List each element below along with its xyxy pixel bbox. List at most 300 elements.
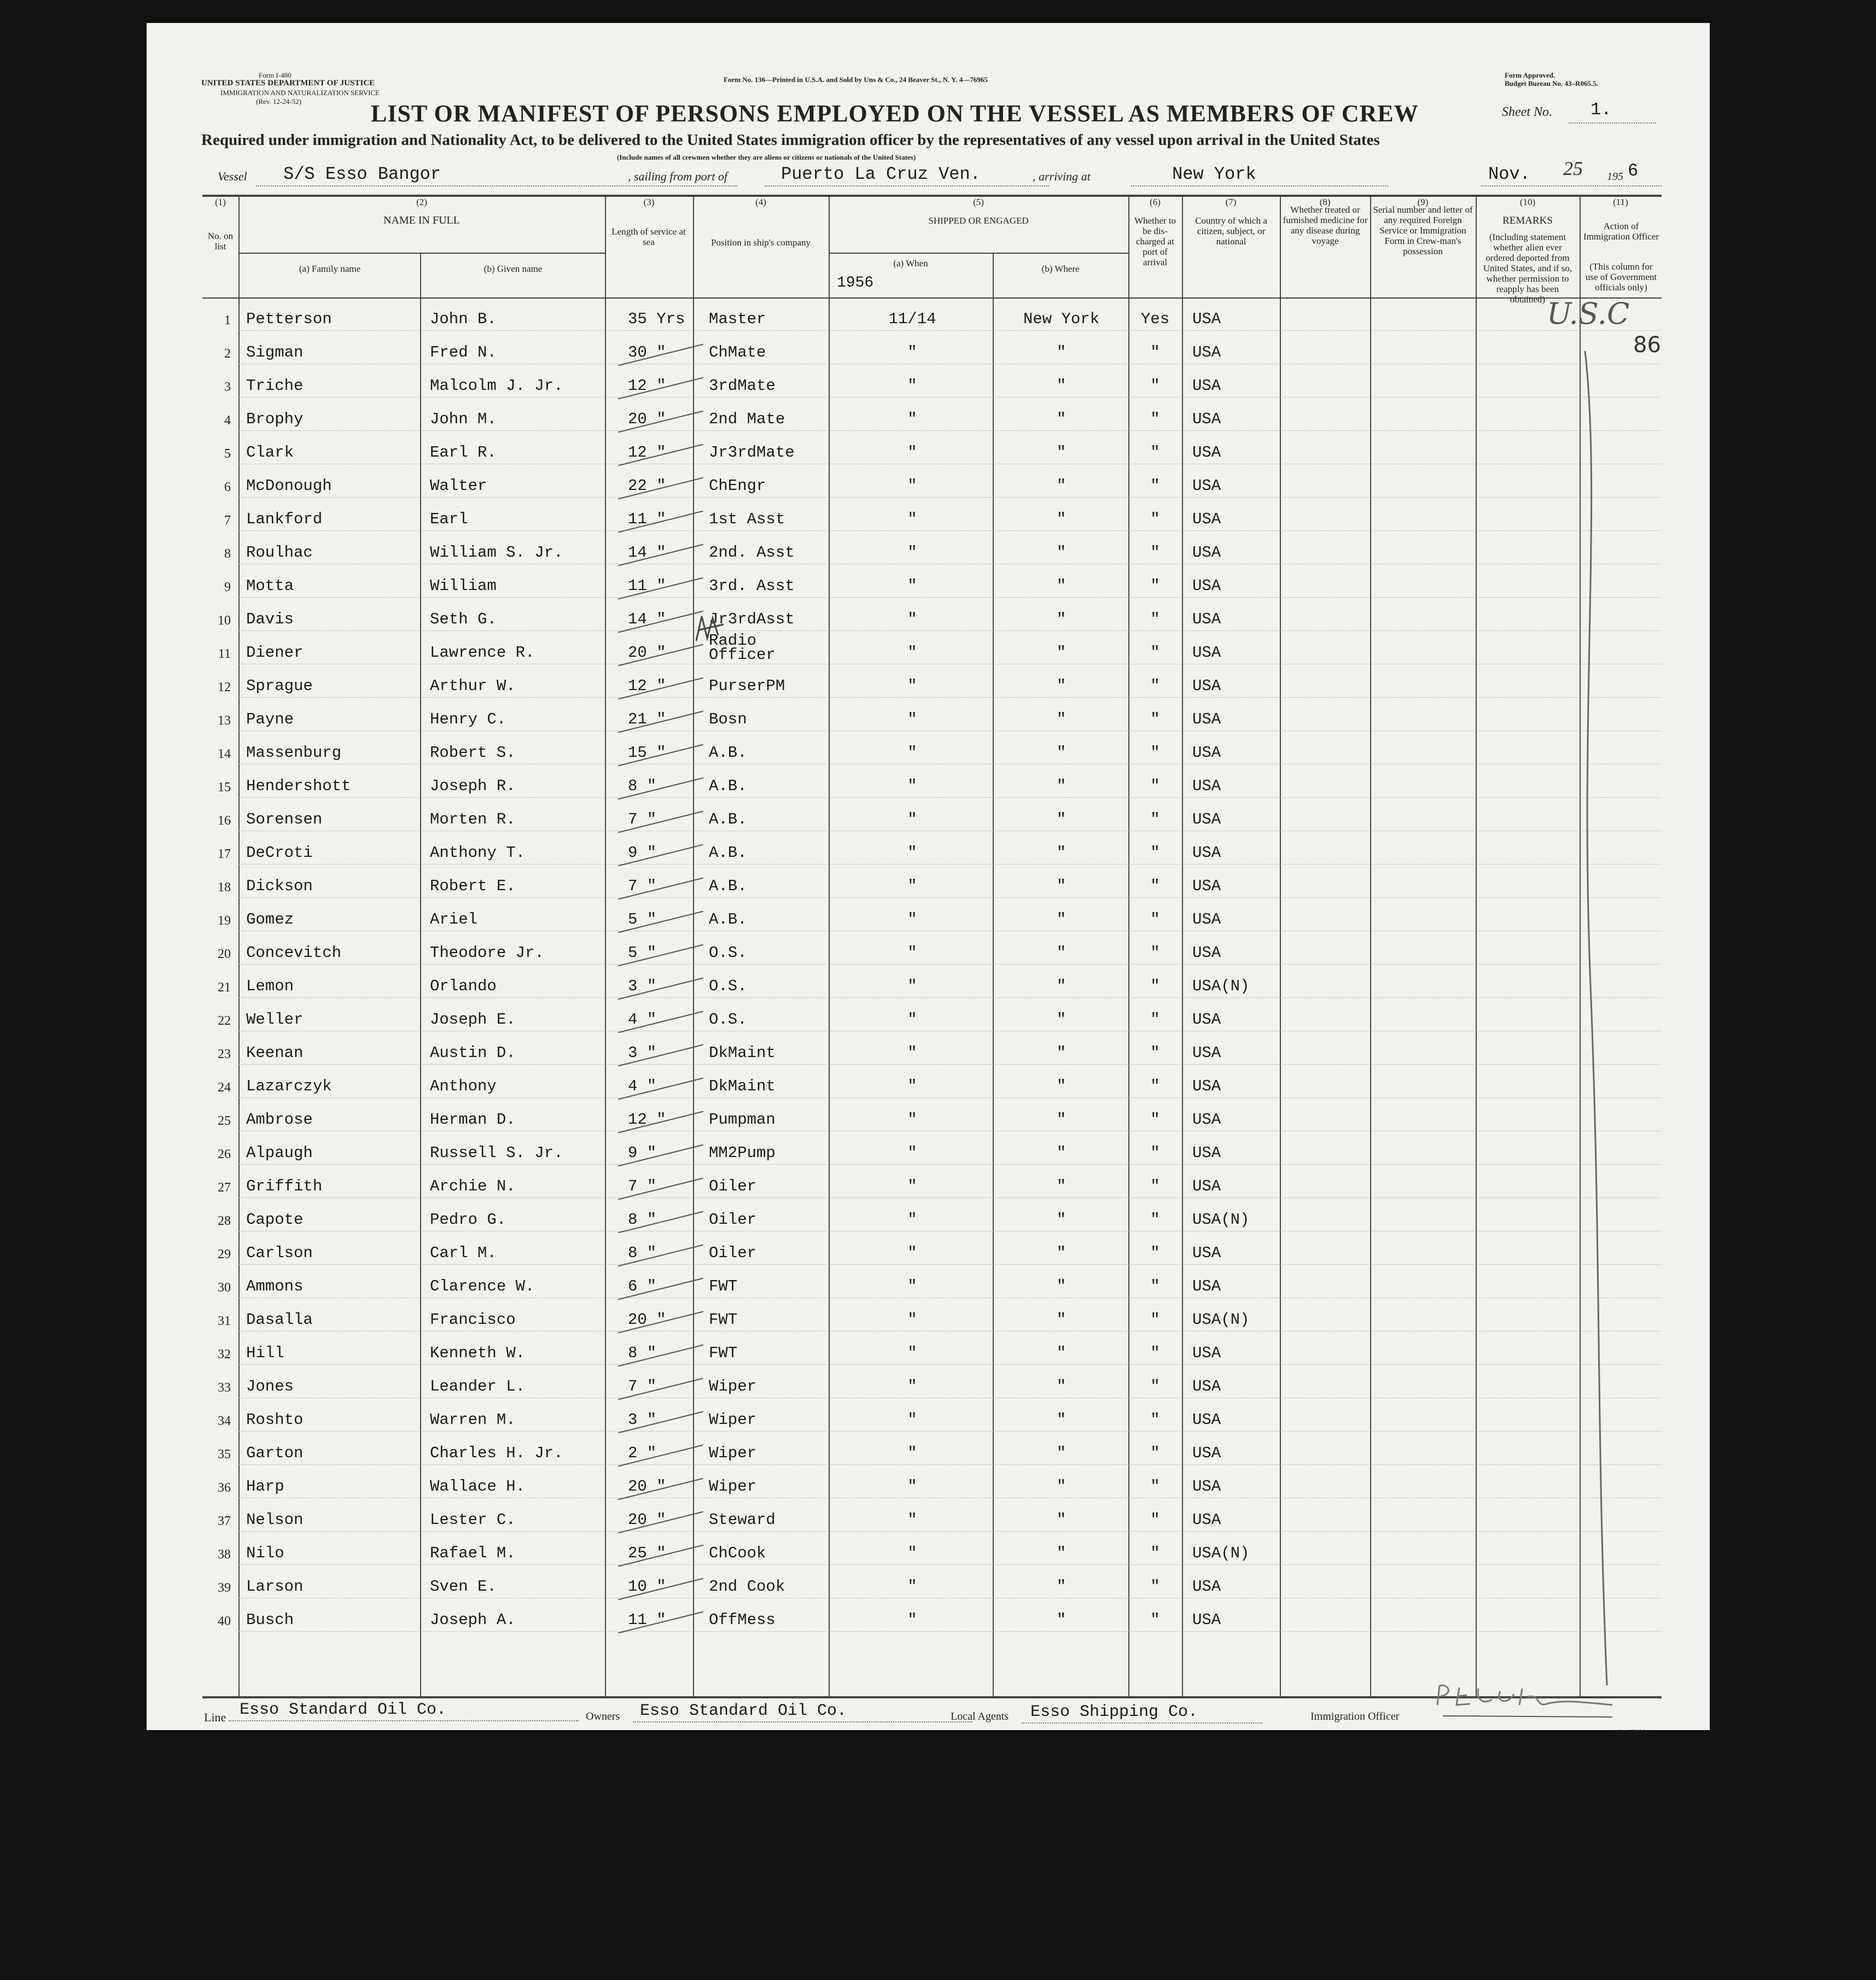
crew-shipped-when: 11/14 <box>888 310 936 328</box>
col-10-number: (10) <box>1519 197 1536 207</box>
crew-family-name: Roulhac <box>246 544 313 562</box>
crew-shipped-when: " <box>907 1144 917 1162</box>
crew-position: DkMaint <box>709 1044 776 1062</box>
crew-shipped-when: " <box>907 443 917 462</box>
crew-shipped-where: " <box>1056 377 1067 395</box>
crew-country: USA <box>1192 1077 1221 1095</box>
crew-discharge: " <box>1150 1444 1160 1462</box>
row-divider <box>238 1364 1662 1365</box>
crew-discharge: " <box>1150 1044 1160 1062</box>
crew-country: USA <box>1192 1011 1221 1029</box>
row-number: 12 <box>218 680 231 694</box>
row-number: 5 <box>224 447 231 461</box>
crew-shipped-where: " <box>1056 844 1067 862</box>
crew-family-name: Dickson <box>246 877 313 895</box>
header-when: (a) When <box>893 258 928 268</box>
row-number: 23 <box>218 1047 231 1061</box>
crew-family-name: Clark <box>246 443 294 462</box>
row-divider <box>238 1631 1662 1632</box>
crew-given-name: Russell S. Jr. <box>430 1144 563 1162</box>
crew-shipped-where: " <box>1056 544 1067 562</box>
crew-shipped-where: " <box>1056 1377 1067 1395</box>
crew-given-name: Ariel <box>430 910 478 928</box>
crew-given-name: Austin D. <box>430 1044 516 1062</box>
row-number: 37 <box>218 1514 231 1528</box>
sailing-label: , sailing from port of <box>628 170 727 183</box>
crew-length-of-service: 9 " <box>628 1144 657 1162</box>
crew-shipped-where: " <box>1056 1144 1067 1162</box>
crew-shipped-when: " <box>907 1511 917 1529</box>
crew-country: USA <box>1192 1044 1221 1062</box>
crew-country: USA(N) <box>1192 1211 1250 1229</box>
crew-family-name: Hendershott <box>246 777 351 795</box>
crew-country: USA <box>1192 377 1221 395</box>
crew-country: USA <box>1192 1277 1221 1295</box>
crew-shipped-when: " <box>907 343 917 361</box>
crew-family-name: Nelson <box>246 1511 304 1529</box>
crew-discharge: Yes <box>1140 310 1170 328</box>
row-number: 18 <box>218 880 231 895</box>
crew-family-name: Lemon <box>246 977 294 995</box>
crew-discharge: " <box>1150 610 1160 628</box>
crew-length-of-service: 20 " <box>628 1311 666 1329</box>
crew-family-name: Hill <box>246 1344 284 1362</box>
crew-country: USA <box>1192 1411 1221 1429</box>
crew-shipped-where: " <box>1056 343 1067 361</box>
crew-family-name: Payne <box>246 710 294 728</box>
header-when-year: 1956 <box>837 274 874 291</box>
crew-given-name: Fred N. <box>430 343 497 361</box>
crew-length-of-service: 3 " <box>628 1411 657 1429</box>
crew-family-name: Busch <box>246 1611 294 1629</box>
arriving-label: , arriving at <box>1033 170 1091 183</box>
crew-position: 1st Asst <box>709 510 785 528</box>
crew-given-name: Clarence W. <box>430 1277 535 1295</box>
crew-discharge: " <box>1150 544 1160 562</box>
subtitle: Required under immigration and Nationality Act, to be delivered to the United States immigration officer by the representatives of any vessel upon arrival in the United States <box>201 131 1380 149</box>
header-remarks: REMARKS <box>1502 215 1553 226</box>
crew-length-of-service: 12 " <box>628 377 666 395</box>
crew-length-of-service: 21 " <box>628 710 666 728</box>
crew-country: USA <box>1192 810 1221 828</box>
immigration-officer-label: Immigration Officer <box>1310 1710 1400 1722</box>
crew-family-name: Capote <box>246 1211 304 1229</box>
crew-shipped-where: " <box>1056 677 1067 695</box>
budget-number: Budget Bureau No. 43–R065.5. <box>1505 79 1598 87</box>
crew-discharge: " <box>1150 844 1160 862</box>
crew-position: DkMaint <box>709 1077 776 1095</box>
crew-given-name: Archie N. <box>430 1177 516 1195</box>
row-number: 38 <box>218 1547 231 1562</box>
handwritten-stamp: U.S.C <box>1547 296 1630 331</box>
crew-shipped-when: " <box>907 1277 917 1295</box>
crew-family-name: Jones <box>246 1377 294 1395</box>
header-position: Position in ship's company <box>710 237 811 248</box>
row-number: 27 <box>218 1181 231 1195</box>
header-treated: Whether treated or furnished medicine for any disease during voyage <box>1283 205 1368 246</box>
crew-discharge: " <box>1150 410 1160 428</box>
crew-family-name: Alpaugh <box>246 1144 313 1162</box>
crew-shipped-when: " <box>907 1011 917 1029</box>
crew-length-of-service: 11 " <box>628 510 666 528</box>
crew-country: USA <box>1192 1444 1221 1462</box>
crew-shipped-where: " <box>1056 1611 1067 1629</box>
crew-country: USA <box>1192 310 1221 328</box>
crew-shipped-where: " <box>1056 1411 1067 1429</box>
crew-country: USA <box>1192 1578 1221 1596</box>
crew-discharge: " <box>1150 777 1160 795</box>
crew-shipped-when: " <box>907 677 917 695</box>
col-7-number: (7) <box>1225 197 1237 207</box>
row-number: 35 <box>218 1447 231 1462</box>
crew-shipped-where: " <box>1056 1544 1067 1562</box>
row-divider <box>238 530 1662 531</box>
crew-shipped-where: " <box>1056 710 1067 728</box>
crew-given-name: Wallace H. <box>430 1477 526 1496</box>
crew-position: Steward <box>709 1511 776 1529</box>
crew-shipped-when: " <box>907 1444 917 1462</box>
crew-family-name: Gomez <box>246 910 294 928</box>
crew-position: FWT <box>709 1311 738 1329</box>
crew-country: USA(N) <box>1192 977 1250 995</box>
crew-position: Wiper <box>709 1477 757 1496</box>
owners-value: Esso Standard Oil Co. <box>640 1702 847 1720</box>
crew-family-name: Keenan <box>246 1044 304 1062</box>
crew-position: Oiler <box>709 1244 757 1262</box>
crew-country: USA <box>1192 343 1221 361</box>
header-remarks-note: (Including statement whether alien ever ordered deported from United States, and if so, whether permission to reapply has been obtained) <box>1483 232 1572 305</box>
crew-country: USA <box>1192 510 1221 528</box>
crew-length-of-service: 15 " <box>628 744 666 762</box>
crew-given-name: Robert S. <box>430 744 516 762</box>
crew-family-name: Carlson <box>246 1244 313 1262</box>
crew-given-name: Morten R. <box>430 810 516 828</box>
crew-country: USA(N) <box>1192 1311 1250 1329</box>
crew-shipped-when: " <box>907 1311 917 1329</box>
crew-length-of-service: 12 " <box>628 677 666 695</box>
crew-country: USA <box>1192 1511 1221 1529</box>
crew-discharge: " <box>1150 343 1160 361</box>
header-length-of-service: Length of service at sea <box>611 226 686 247</box>
crew-discharge: " <box>1150 810 1160 828</box>
crew-given-name: Joseph R. <box>430 777 516 795</box>
row-divider <box>238 1164 1662 1165</box>
crew-discharge: " <box>1150 577 1160 595</box>
row-number: 28 <box>218 1214 231 1228</box>
header-given-name: (b) Given name <box>483 264 543 274</box>
header-shipped-or-engaged: SHIPPED OR ENGAGED <box>928 215 1029 226</box>
date-month: Nov. <box>1488 164 1530 184</box>
crew-discharge: " <box>1150 1211 1160 1229</box>
row-divider <box>238 1564 1662 1565</box>
row-number: 39 <box>218 1581 231 1595</box>
crew-shipped-where: " <box>1056 977 1067 995</box>
crew-family-name: Sprague <box>246 677 313 695</box>
row-divider <box>238 997 1662 998</box>
header-action-note: (This column for use of Government officials only) <box>1585 261 1657 293</box>
row-divider <box>238 1097 1662 1098</box>
crew-discharge: " <box>1150 477 1160 495</box>
crew-shipped-when: " <box>907 1044 917 1062</box>
row-number: 25 <box>218 1114 231 1128</box>
crew-family-name: Garton <box>246 1444 304 1462</box>
crew-length-of-service: 7 " <box>628 810 657 828</box>
crew-position: 2nd Mate <box>709 410 785 428</box>
crew-given-name: Theodore Jr. <box>430 944 544 962</box>
crew-discharge: " <box>1150 1244 1160 1262</box>
officer-signature <box>1432 1683 1618 1727</box>
crew-given-name: Kenneth W. <box>430 1344 526 1362</box>
crew-position: 3rdMate <box>709 377 776 395</box>
crew-given-name: Pedro G. <box>430 1211 506 1229</box>
row-number: 14 <box>218 747 231 761</box>
row-number: 29 <box>218 1247 231 1261</box>
row-number: 1 <box>224 313 231 328</box>
crew-country: USA <box>1192 443 1221 462</box>
agents-value: Esso Shipping Co. <box>1030 1703 1198 1721</box>
col-4-number: (4) <box>755 197 766 207</box>
crew-position: 2nd Cook <box>709 1578 785 1596</box>
crew-shipped-where: " <box>1056 1177 1067 1195</box>
row-number: 34 <box>218 1414 231 1428</box>
crew-discharge: " <box>1150 1477 1160 1496</box>
crew-discharge: " <box>1150 1277 1160 1295</box>
crew-given-name: Earl <box>430 510 468 528</box>
crew-discharge: " <box>1150 1578 1160 1596</box>
crew-position: O.S. <box>709 977 747 995</box>
row-number: 19 <box>218 914 231 928</box>
crew-discharge: " <box>1150 1011 1160 1029</box>
crew-family-name: Weller <box>246 1011 304 1029</box>
crew-shipped-when: " <box>907 1344 917 1362</box>
crew-position: Radio Officer <box>709 632 776 664</box>
crew-family-name: Triche <box>246 377 304 395</box>
crew-shipped-where: " <box>1056 944 1067 962</box>
handwritten-bracket-line <box>1552 329 1651 1696</box>
crew-shipped-where: New York <box>1023 310 1100 328</box>
row-divider <box>238 1464 1662 1465</box>
crew-discharge: " <box>1150 1177 1160 1195</box>
crew-discharge: " <box>1150 1344 1160 1362</box>
crew-length-of-service: 3 " <box>628 977 657 995</box>
crew-country: USA <box>1192 577 1221 595</box>
crew-shipped-where: " <box>1056 810 1067 828</box>
crew-shipped-when: " <box>907 1477 917 1496</box>
crew-family-name: Lankford <box>246 510 323 528</box>
crew-shipped-where: " <box>1056 1077 1067 1095</box>
year-suffix: 6 <box>1628 161 1639 181</box>
crew-position: ChMate <box>709 343 766 361</box>
crew-family-name: Roshto <box>246 1411 304 1429</box>
crew-length-of-service: 12 " <box>628 443 666 462</box>
service: IMMIGRATION AND NATURALIZATION SERVICE <box>220 89 380 97</box>
crew-length-of-service: 6 " <box>628 1277 657 1295</box>
port-value: Puerto La Cruz Ven. <box>781 164 981 184</box>
crew-given-name: Rafael M. <box>430 1544 516 1562</box>
crew-discharge: " <box>1150 377 1160 395</box>
crew-family-name: Motta <box>246 577 294 595</box>
crew-shipped-when: " <box>907 610 917 628</box>
crew-discharge: " <box>1150 1611 1160 1629</box>
crew-position: A.B. <box>709 810 747 828</box>
row-number: 16 <box>218 814 231 828</box>
crew-shipped-where: " <box>1056 1244 1067 1262</box>
row-number: 3 <box>224 380 231 394</box>
crew-given-name: Earl R. <box>430 443 497 462</box>
crew-family-name: Lazarczyk <box>246 1077 332 1095</box>
row-divider <box>238 1064 1662 1065</box>
sheet-label: Sheet No. <box>1502 105 1552 119</box>
crew-position: Master <box>709 310 766 328</box>
crew-shipped-where: " <box>1056 910 1067 928</box>
row-number: 8 <box>224 547 231 561</box>
crew-length-of-service: 7 " <box>628 1377 657 1395</box>
crew-country: USA <box>1192 877 1221 895</box>
row-number: 20 <box>218 947 231 961</box>
col-3-number: (3) <box>643 197 655 207</box>
row-number: 6 <box>224 480 231 494</box>
crew-position: Oiler <box>709 1177 757 1195</box>
crew-discharge: " <box>1150 677 1160 695</box>
crew-country: USA <box>1192 844 1221 862</box>
crew-given-name: Robert E. <box>430 877 516 895</box>
crew-length-of-service: 11 " <box>628 1611 666 1629</box>
crew-length-of-service: 35 Yrs <box>628 310 685 328</box>
row-divider <box>238 630 1662 631</box>
crew-given-name: Carl M. <box>430 1244 497 1262</box>
crew-position: A.B. <box>709 744 747 762</box>
crew-shipped-where: " <box>1056 577 1067 595</box>
crew-shipped-when: " <box>907 377 917 395</box>
crew-shipped-when: " <box>907 1411 917 1429</box>
crew-length-of-service: 7 " <box>628 877 657 895</box>
subnote: (Include names of all crewmen whether they are aliens or citizens or nationals of the United States) <box>617 153 916 161</box>
crew-length-of-service: 14 " <box>628 610 666 628</box>
crew-length-of-service: 4 " <box>628 1011 657 1029</box>
crew-given-name: Joseph A. <box>430 1611 516 1629</box>
crew-shipped-where: " <box>1056 477 1067 495</box>
crew-shipped-where: " <box>1056 1344 1067 1362</box>
crew-shipped-where: " <box>1056 1277 1067 1295</box>
crew-country: USA <box>1192 677 1221 695</box>
crew-country: USA <box>1192 477 1221 495</box>
crew-length-of-service: 7 " <box>628 1177 657 1195</box>
crew-country: USA <box>1192 1477 1221 1496</box>
crew-shipped-when: " <box>907 777 917 795</box>
crew-country: USA <box>1192 1244 1221 1262</box>
crew-country: USA <box>1192 544 1221 562</box>
printer-line: Form No. 136—Printed in U.S.A. and Sold by Uns & Co., 24 Beaver St., N. Y. 4—76965 <box>724 75 988 84</box>
crew-position: A.B. <box>709 910 747 928</box>
crew-shipped-where: " <box>1056 644 1067 662</box>
crew-given-name: Warren M. <box>430 1411 516 1429</box>
crew-shipped-where: " <box>1056 1444 1067 1462</box>
crew-length-of-service: 4 " <box>628 1077 657 1095</box>
crew-position: Pumpman <box>709 1111 776 1129</box>
crew-shipped-when: " <box>907 710 917 728</box>
crew-shipped-when: " <box>907 410 917 428</box>
crew-country: USA <box>1192 1377 1221 1395</box>
crew-shipped-when: " <box>907 577 917 595</box>
crew-given-name: John M. <box>430 410 497 428</box>
crew-length-of-service: 10 " <box>628 1578 666 1596</box>
crew-shipped-where: " <box>1056 877 1067 895</box>
crew-country: USA <box>1192 777 1221 795</box>
crew-shipped-when: " <box>907 477 917 495</box>
crew-position: 2nd. Asst <box>709 544 795 562</box>
crew-country: USA <box>1192 1111 1221 1129</box>
crew-length-of-service: 8 " <box>628 1244 657 1262</box>
crew-position: Jr3rdAsst <box>709 610 795 628</box>
crew-shipped-when: " <box>907 510 917 528</box>
crew-length-of-service: 20 " <box>628 410 666 428</box>
crew-country: USA <box>1192 744 1221 762</box>
crew-discharge: " <box>1150 443 1160 462</box>
crew-family-name: Davis <box>246 610 294 628</box>
row-number: 10 <box>218 614 231 628</box>
crew-position: FWT <box>709 1344 738 1362</box>
date-day: 25 <box>1563 157 1583 179</box>
row-number: 22 <box>218 1014 231 1028</box>
row-number: 2 <box>224 347 231 361</box>
crew-family-name: Dasalla <box>246 1311 313 1329</box>
crew-shipped-when: " <box>907 1111 917 1129</box>
row-divider <box>238 797 1662 798</box>
crew-discharge: " <box>1150 1377 1160 1395</box>
crew-given-name: William <box>430 577 497 595</box>
col-6-number: (6) <box>1150 197 1161 207</box>
crew-shipped-where: " <box>1056 1044 1067 1062</box>
crew-discharge: " <box>1150 1511 1160 1529</box>
department: UNITED STATES DEPARTMENT OF JUSTICE <box>201 79 375 87</box>
crew-length-of-service: 5 " <box>628 910 657 928</box>
crew-shipped-when: " <box>907 844 917 862</box>
crew-length-of-service: 8 " <box>628 777 657 795</box>
crew-position: ChCook <box>709 1544 766 1562</box>
col-2-number: (2) <box>416 197 427 207</box>
crew-shipped-when: " <box>907 1377 917 1395</box>
form-approved: Form Approved. <box>1505 71 1555 79</box>
crew-given-name: Anthony <box>430 1077 497 1095</box>
crew-position: Wiper <box>709 1411 757 1429</box>
crew-shipped-when: " <box>907 910 917 928</box>
crew-position: Wiper <box>709 1377 757 1395</box>
crew-length-of-service: 30 " <box>628 343 666 361</box>
row-divider <box>238 1531 1662 1532</box>
row-divider <box>238 430 1662 431</box>
crew-length-of-service: 8 " <box>628 1344 657 1362</box>
crew-shipped-where: " <box>1056 1111 1067 1129</box>
col-11-number: (11) <box>1613 197 1628 207</box>
crew-shipped-where: " <box>1056 1578 1067 1596</box>
row-divider <box>238 397 1662 398</box>
crew-shipped-when: " <box>907 977 917 995</box>
row-divider <box>238 697 1662 698</box>
crew-shipped-when: " <box>907 1611 917 1629</box>
crew-shipped-where: " <box>1056 1311 1067 1329</box>
crew-length-of-service: 11 " <box>628 577 666 595</box>
crew-shipped-where: " <box>1056 510 1067 528</box>
crew-shipped-where: " <box>1056 1511 1067 1529</box>
crew-given-name: Leander L. <box>430 1377 526 1395</box>
row-number: 36 <box>218 1481 231 1495</box>
row-number: 15 <box>218 780 231 795</box>
crew-family-name: Griffith <box>246 1177 323 1195</box>
crew-position: Jr3rdMate <box>709 443 795 462</box>
crew-family-name: Diener <box>246 644 304 662</box>
crew-length-of-service: 3 " <box>628 1044 657 1062</box>
crew-given-name: Lester C. <box>430 1511 516 1529</box>
